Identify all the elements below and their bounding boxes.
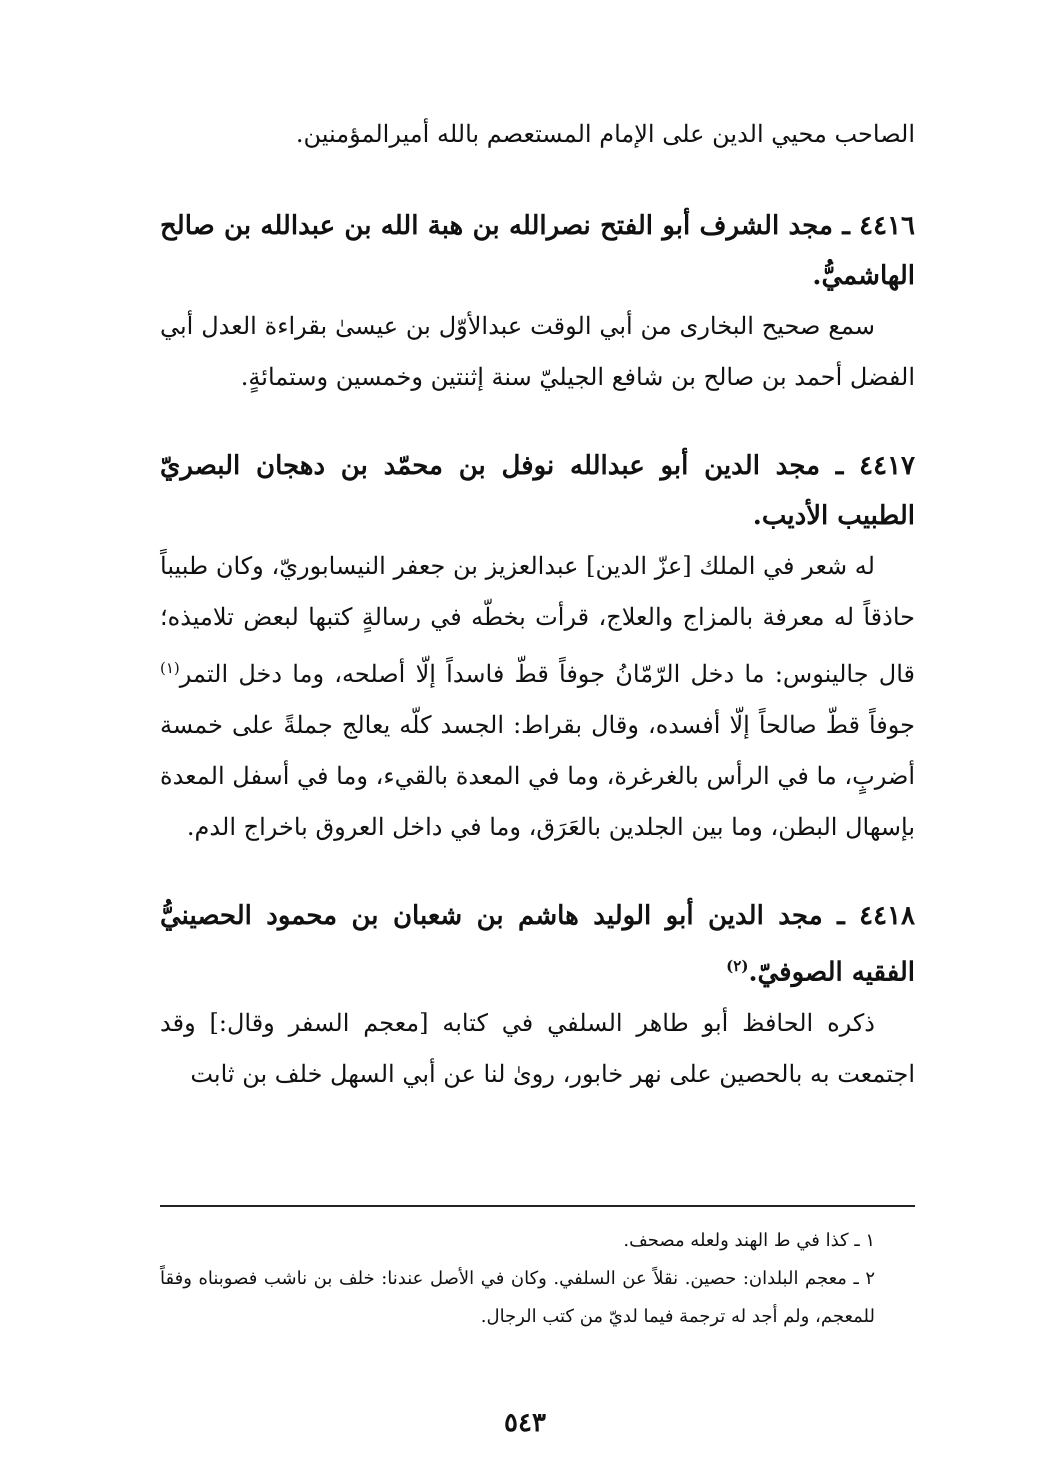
entry-heading-text: ٤٤١٨ ـ مجد الدين أبو الوليد هاشم بن شعبان بن محمود الحصينيُّ الفقيه الصوفيّ. [160,901,915,988]
entry-4417 [160,441,915,853]
footnote: ٢ ـ معجم البلدان: حصين. نقلاً عن السلفي. وكان في الأصل عندنا: خلف بن ناشب فصوبناه وفقاً للمعجم، ولم أجد له ترجمة فيما لديّ من كتب الرجال. [160,1268,875,1327]
page-number: ٥٤٣ [504,1408,546,1438]
entry-body [160,541,915,853]
entry-heading: ٤٤١٦ ـ مجد الشرف أبو الفتح نصرالله بن هبة الله بن عبدالله بن صالح الهاشميُّ. [160,211,915,291]
entry-4418 [160,891,915,1100]
entry-body-part: جوفاً قطّ صالحاً إلّا أفسده، وقال بقراط: الجسد كلّه يعالج جملةً على خمسة أضربٍ، ما في الرأس بالغرغرة، وما في المعدة بالقيء، وما في أسفل المعدة بإسهال البطن، وما بين الجلدين بالعَرَق، وما في داخل العروق باخراج الدم. [160,711,915,841]
entry-body: ذكره الحافظ أبو طاهر السلفي في كتابه [معجم السفر وقال:] وقد اجتمعت به بالحصين على نهر خابور، روىٰ لنا عن أبي السهل خلف بن ثابت [160,1008,915,1088]
footnotes [160,1222,915,1336]
entry-4416 [160,201,915,403]
footnote-divider [160,1205,915,1207]
footnote-ref: (١) [160,659,180,677]
entry-heading: ٤٤١٧ ـ مجد الدين أبو عبدالله نوفل بن محمّد بن دهجان البصريّ الطبيب الأديب. [160,451,915,531]
entry-heading [160,891,915,998]
footnote: ١ ـ كذا في ط الهند ولعله مصحف. [623,1230,875,1251]
entry-body-part: له شعر في الملك [عزّ الدين] عبدالعزيز بن جعفر النيسابوريّ، وكان طبيباً حاذقاً له معرفة بالمزاج والعلاج، قرأت بخطّه في رسالةٍ كتبها لبعض تلاميذه؛ قال جالينوس: ما دخل الرّمّانُ جوفاً قطّ فاسداً إلّا أصلحه، وما دخل التمر [160,552,915,688]
footnote-ref: (٢) [726,957,749,975]
intro-line: الصاحب محيي الدين على الإمام المستعصم بالله أميرالمؤمنين. [295,120,915,148]
entry-body: سمع صحيح البخارى من أبي الوقت عبدالأوّل بن عيسىٰ بقراءة العدل أبي الفضل أحمد بن صالح بن شافع الجيليّ سنة إثنتين وخمسين وستمائةٍ. [160,312,915,391]
page-text [160,105,915,1100]
